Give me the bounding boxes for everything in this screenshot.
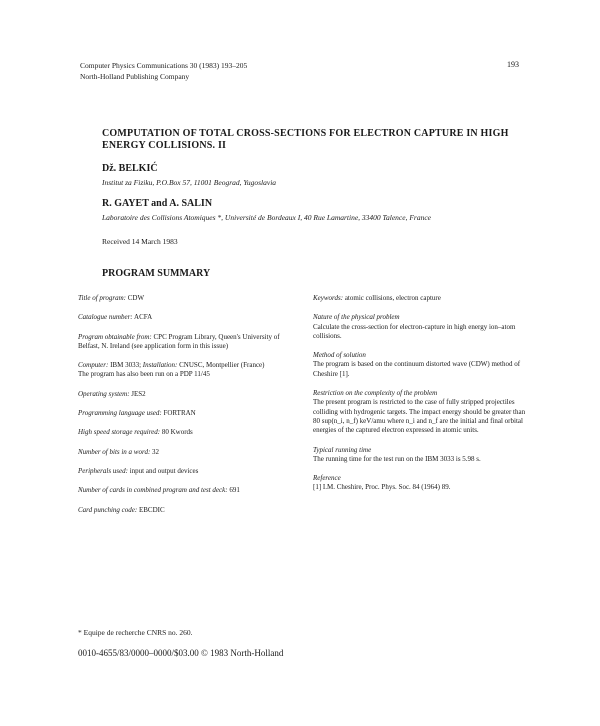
field-value: JES2 (131, 389, 146, 398)
copyright-line: 0010-4655/83/0000–0000/$03.00 © 1983 North-Holland (78, 648, 284, 658)
summary-item-keywords (313, 294, 533, 303)
field-value: CPC Program Library, Queen's University of Belfast, N. Ireland (see application form in this issue) (78, 332, 280, 350)
summary-item-punching-code (78, 506, 296, 515)
section-text: [1] I.M. Cheshire, Proc. Phys. Soc. 84 (1964) 89. (313, 483, 451, 492)
received-date: Received 14 March 1983 (102, 237, 178, 246)
summary-item-catalogue (78, 313, 296, 322)
field-label: High speed storage required: (78, 428, 161, 437)
field-label: Catalogue number: (78, 313, 133, 322)
field-label: Peripherals used: (78, 466, 128, 475)
field-value: ACFA (134, 313, 153, 322)
field-label: Programming language used: (78, 409, 162, 418)
field-label: Computer: (78, 361, 109, 370)
field-label: Operating system: (78, 389, 130, 398)
summary-item-cards (78, 486, 296, 495)
field-label: Keywords: (313, 294, 344, 302)
summary-left-column (78, 294, 296, 525)
summary-item-title (78, 294, 296, 303)
section-text: The present program is restricted to the case of fully stripped projectiles colliding with hydrogenic targets. The impact energy should be greater than 80 sup(n_i, n_f) keV/amu where n_i and n_f are the initial and final orbital energies of the captured electron expressed in atomic units. (313, 398, 526, 435)
field-value: atomic collisions, electron capture (344, 294, 441, 302)
section-heading: Restriction on the complexity of the problem (313, 389, 438, 398)
field-value: CDW (127, 294, 145, 302)
field-label: Program obtainable from: (78, 332, 152, 341)
summary-section-running-time (313, 446, 533, 465)
journal-header (80, 60, 247, 82)
section-text: The program is based on the continuum distorted wave (CDW) method of Cheshire [1]. (313, 360, 521, 378)
summary-section-reference (313, 474, 533, 493)
summary-item-os (78, 390, 296, 399)
page-number: 193 (507, 60, 519, 69)
summary-item-computer (78, 361, 296, 380)
section-heading: Reference (313, 474, 341, 483)
publisher: North-Holland Publishing Company (80, 72, 190, 81)
section-text: The running time for the test run on the IBM 3033 is 5.98 s. (313, 454, 481, 463)
field-value: EBCDIC (138, 505, 165, 514)
summary-item-storage (78, 428, 296, 437)
summary-section-method (313, 351, 533, 379)
journal-citation: Computer Physics Communications 30 (1983) 193–205 (80, 61, 248, 70)
field-label: Card punching code: (78, 505, 138, 514)
field-label: Installation: (142, 361, 178, 370)
summary-right-column (313, 294, 533, 503)
field-value: 32 (152, 447, 160, 456)
field-value: FORTRAN (163, 409, 196, 418)
affiliation-1: Institut za Fiziku, P.O.Box 57, 11001 Beograd, Yugoslavia (102, 178, 277, 187)
field-label: Number of bits in a word: (78, 447, 151, 456)
summary-section-physical-problem (313, 313, 533, 341)
field-value: CNUSC, Montpellier (France) (179, 361, 265, 370)
section-heading: Nature of the physical problem (313, 313, 400, 322)
summary-item-obtainable (78, 333, 296, 352)
field-label: Title of program: (78, 294, 126, 302)
field-value: IBM 3033; (110, 361, 142, 370)
field-value: 80 Kwords (161, 428, 193, 437)
summary-section-restriction (313, 389, 533, 435)
footnote: * Equipe de recherche CNRS no. 260. (78, 628, 193, 637)
field-value: input and output devices (129, 466, 199, 475)
field-label: Number of cards in combined program and test deck: (78, 486, 228, 495)
summary-item-bits (78, 448, 296, 457)
summary-item-language (78, 409, 296, 418)
article-title: COMPUTATION OF TOTAL CROSS-SECTIONS FOR ELECTRON CAPTURE IN HIGH ENERGY COLLISIONS. II (102, 128, 509, 151)
section-heading: Method of solution (313, 351, 366, 360)
author-1: Dž. BELKIĆ (102, 163, 158, 174)
program-summary-heading: PROGRAM SUMMARY (102, 268, 211, 279)
field-note: The program has also been run on a PDP 11/45 (78, 370, 210, 379)
field-value: 691 (229, 486, 240, 495)
summary-item-peripherals (78, 467, 296, 476)
affiliation-2: Laboratoire des Collisions Atomiques *, Université de Bordeaux I, 40 Rue Lamartine, 33400 Talence, France (102, 213, 431, 222)
section-heading: Typical running time (313, 445, 372, 454)
author-2: R. GAYET and A. SALIN (102, 198, 213, 209)
section-text: Calculate the cross-section for electron-capture in high energy ion–atom collisions. (313, 322, 516, 340)
